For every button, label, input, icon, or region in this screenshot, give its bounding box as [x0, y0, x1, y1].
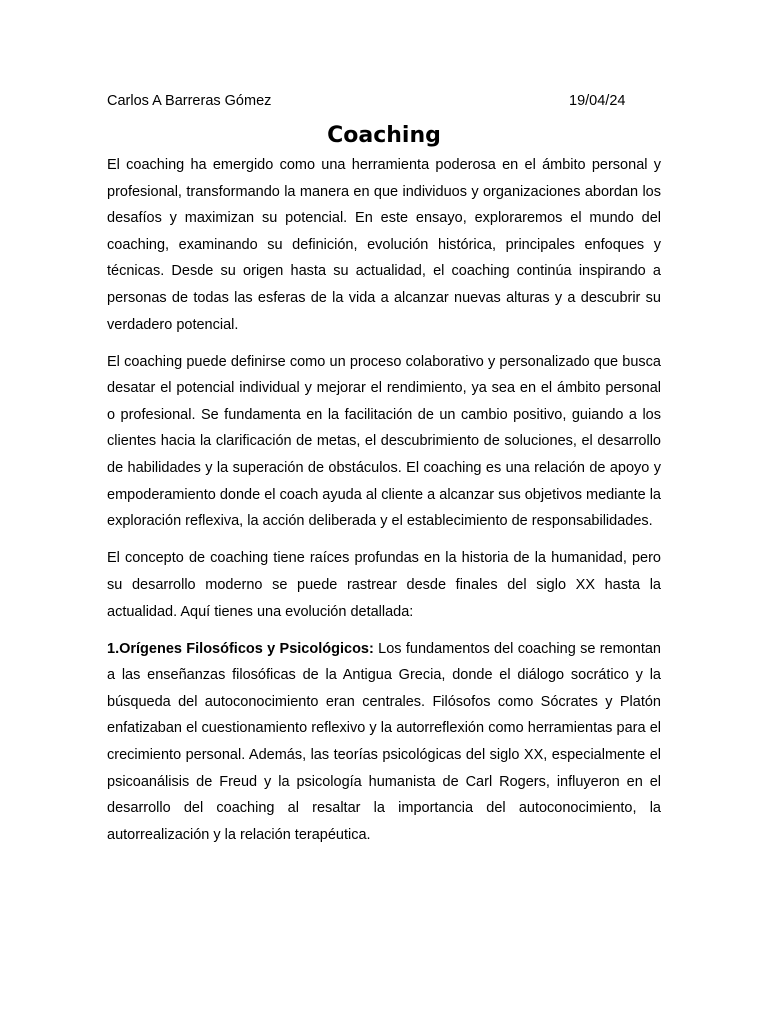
document-date: 19/04/24: [569, 93, 626, 109]
paragraph-introduction: El coaching ha emergido como una herramienta poderosa en el ámbito personal y profesional, transformando la manera en que individuos y organizaciones abordan los desafíos y maximizan su potencial. En este ensayo, exploraremos el mundo del coaching, examinando su definición, evolución histórica, principales enfoques y técnicas. Desde su origen hasta su actualidad, el coaching continúa inspirando a personas de todas las esferas de la vida a alcanzar nuevas alturas y a descubrir su verdadero potencial.: [107, 157, 661, 333]
paragraph-history-intro: El concepto de coaching tiene raíces profundas en la historia de la humanidad, pero su desarrollo moderno se puede rastrear desde finales del siglo XX hasta la actualidad. Aquí tienes una evolución detallada:: [107, 550, 661, 620]
section-heading-origins: 1.Orígenes Filosóficos y Psicológicos:: [107, 640, 374, 657]
document-header: [107, 90, 661, 112]
author-name: Carlos A Barreras Gómez: [107, 93, 272, 109]
paragraph-definition: El coaching puede definirse como un proceso colaborativo y personalizado que busca desatar el potencial individual y mejorar el rendimiento, ya sea en el ámbito personal o profesional. Se fundamenta en la facilitación de un cambio positivo, guiando a los clientes hacia la clarificación de metas, el descubrimiento de soluciones, el desarrollo de habilidades y la superación de obstáculos. El coaching es una relación de apoyo y empoderamiento donde el coach ayuda al cliente a alcanzar sus objetivos mediante la exploración reflexiva, la acción deliberada y el establecimiento de responsabilidades.: [107, 353, 661, 530]
paragraph-origins: [107, 636, 661, 849]
section-text-origins: Los fundamentos del coaching se remontan a las enseñanzas filosóficas de la Antigua Grecia, donde el diálogo socrático y la búsqueda del autoconocimiento eran centrales. Filósofos como Sócrates y Platón enfatizaban el cuestionamiento reflexivo y la autorreflexión como herramientas para el crecimiento personal. Además, las teorías psicológicas del siglo XX, especialmente el psicoanálisis de Freud y la psicología humanista de Carl Rogers, influyeron en el desarrollo del coaching al resaltar la importancia del autoconocimiento, la autorrealización y la relación terapéutica.: [107, 640, 661, 843]
document-page: [107, 90, 661, 848]
document-title: Coaching: [327, 123, 441, 148]
